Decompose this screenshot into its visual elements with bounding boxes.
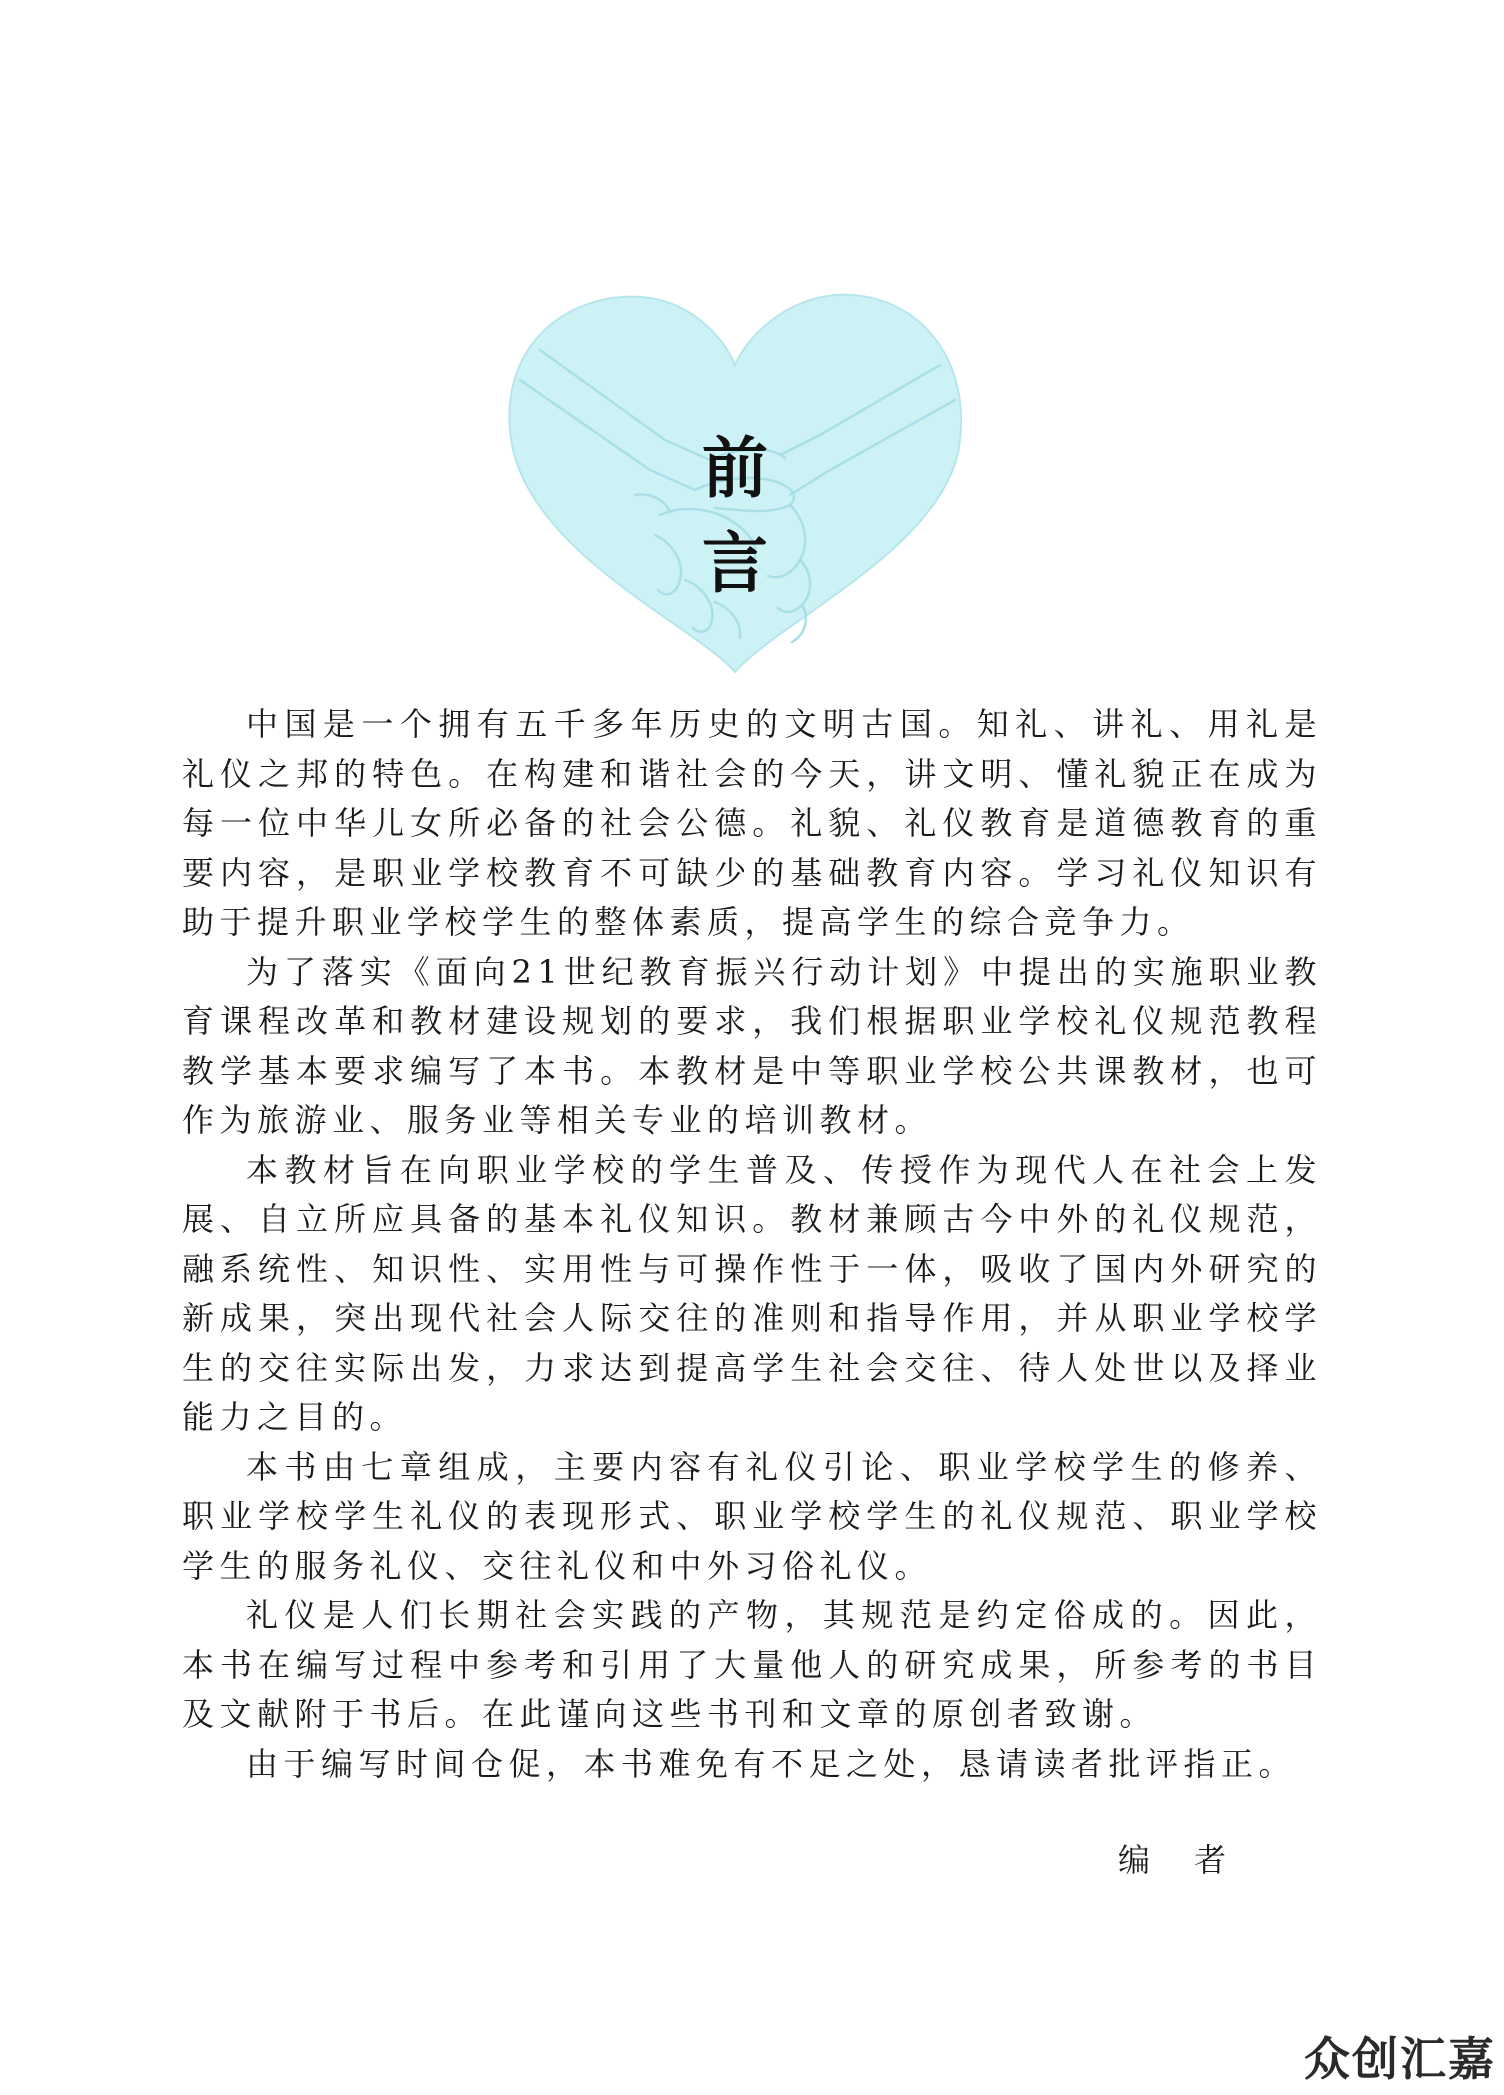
paragraph: 由于编写时间仓促，本书难免有不足之处，恳请读者批评指正。 — [246, 1744, 1297, 1783]
watermark: 众创汇嘉 — [1304, 2032, 1496, 2086]
page-title: 前言 — [702, 429, 848, 602]
preface-body — [182, 700, 1322, 1789]
paragraph: 中国是一个拥有五千多年历史的文明古国。知礼、讲礼、用礼是礼仪之邦的特色。在构建和谐社会的今天，讲文明、懂礼貌正在成为每一位中华儿女所必备的社会公德。礼貌、礼仪教育是道德教育的重要内容，是职业学校教育不可缺少的基础教育内容。学习礼仪知识有助于提升职业学校学生的整体素质，提高学生的综合竞争力。 — [182, 705, 1322, 941]
paragraph: 为了落实《面向21世纪教育振兴行动计划》中提出的实施职业教育课程改革和教材建设规划的要求，我们根据职业学校礼仪规范教程教学基本要求编写了本书。本教材是中等职业学校公共课教材，也可作为旅游业、服务业等相关专业的培训教材。 — [182, 952, 1322, 1139]
paragraph: 本教材旨在向职业学校的学生普及、传授作为现代人在社会上发展、自立所应具备的基本礼仪知识。教材兼顾古今中外的礼仪规范，融系统性、知识性、实用性与可操作性于一体，吸收了国内外研究的新成果，突出现代社会人际交往的准则和指导作用，并从职业学校学生的交往实际出发，力求达到提高学生社会交往、待人处世以及择业能力之目的。 — [182, 1150, 1322, 1436]
author-signature: 编者 — [1118, 1841, 1271, 1879]
paragraph: 礼仪是人们长期社会实践的产物，其规范是约定俗成的。因此，本书在编写过程中参考和引用了大量他人的研究成果，所参考的书目及文献附于书后。在此谨向这些书刊和文章的原创者致谢。 — [182, 1596, 1322, 1733]
paragraph: 本书由七章组成，主要内容有礼仪引论、职业学校学生的修养、职业学校学生礼仪的表现形式、职业学校学生的礼仪规范、职业学校学生的服务礼仪、交往礼仪和中外习俗礼仪。 — [182, 1447, 1322, 1585]
